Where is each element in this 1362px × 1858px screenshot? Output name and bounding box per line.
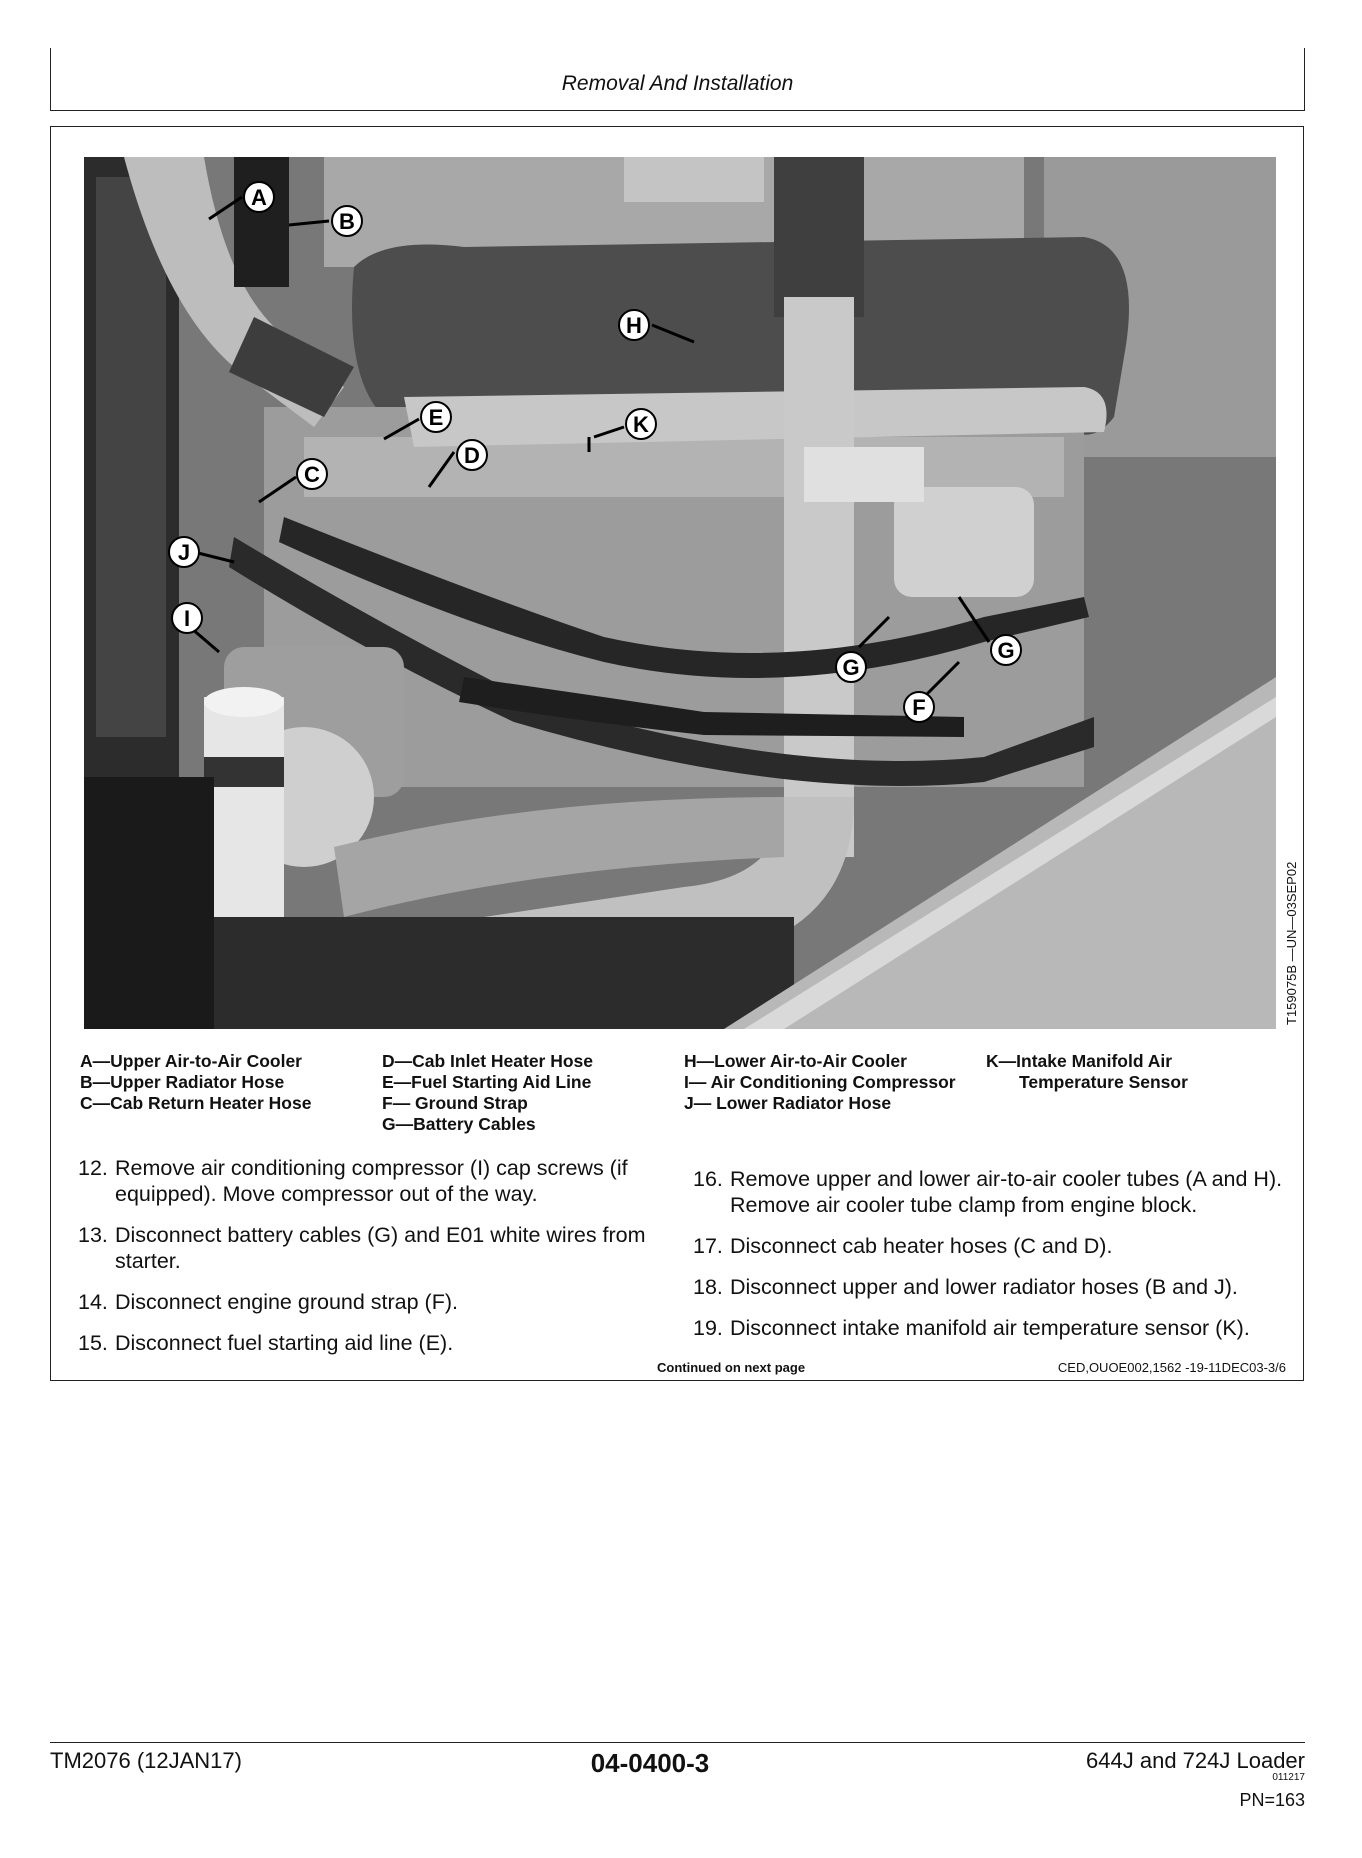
section-title: Removal And Installation	[561, 72, 794, 95]
step-item	[693, 1274, 1293, 1300]
callout-b	[332, 206, 362, 236]
callout-c	[297, 459, 327, 489]
step-item	[78, 1222, 668, 1274]
callout-g-2	[991, 635, 1021, 665]
callout-e	[421, 402, 451, 432]
legend-col-4	[986, 1051, 1188, 1093]
pn-number: PN=163	[1239, 1790, 1305, 1810]
document-code: CED,OUOE002,1562 -19-11DEC03-3/6	[1057, 1360, 1286, 1375]
svg-text:I: I	[183, 606, 191, 631]
step-number: 17.	[693, 1234, 723, 1258]
legend-item: K—Intake Manifold Air	[986, 1051, 1173, 1071]
model-name: 644J and 724J Loader	[1086, 1748, 1305, 1773]
legend-item: D—Cab Inlet Heater Hose	[382, 1051, 594, 1071]
steps-right	[693, 1166, 1293, 1341]
legend-item: B—Upper Radiator Hose	[80, 1072, 285, 1092]
step-number: 18.	[693, 1275, 723, 1299]
step-number: 13.	[78, 1223, 108, 1247]
step-text: Disconnect fuel starting aid line (E).	[115, 1331, 454, 1355]
step-item	[693, 1315, 1293, 1341]
svg-text:G: G	[997, 638, 1015, 663]
manual-number: TM2076 (12JAN17)	[50, 1748, 242, 1773]
svg-text:J: J	[177, 540, 191, 565]
step-text: Disconnect battery cables (G) and E01 white wires from starter.	[115, 1223, 646, 1273]
step-item	[693, 1166, 1293, 1218]
svg-text:H: H	[626, 313, 642, 338]
svg-text:G: G	[842, 655, 860, 680]
step-text: Disconnect engine ground strap (F).	[115, 1290, 458, 1314]
steps-left	[78, 1155, 668, 1356]
svg-text:A: A	[251, 185, 267, 210]
legend-col-3	[684, 1051, 956, 1114]
step-number: 12.	[78, 1156, 108, 1180]
legend-item: G—Battery Cables	[382, 1114, 536, 1134]
legend-item: E—Fuel Starting Aid Line	[382, 1072, 592, 1092]
legend-item: A—Upper Air-to-Air Cooler	[80, 1051, 302, 1071]
page-number: 04-0400-3	[590, 1748, 710, 1778]
step-item	[693, 1233, 1293, 1259]
callout-i	[172, 603, 202, 633]
legend-item: I— Air Conditioning Compressor	[684, 1072, 956, 1092]
step-text: Disconnect cab heater hoses (C and D).	[730, 1234, 1113, 1258]
step-item	[78, 1289, 668, 1315]
footer-rule	[50, 1742, 1305, 1743]
callout-g-1	[836, 652, 866, 682]
step-number: 15.	[78, 1331, 108, 1355]
callout-d	[457, 440, 487, 470]
legend-col-1	[80, 1051, 311, 1114]
step-text: Disconnect intake manifold air temperature sensor (K).	[730, 1316, 1250, 1340]
engine-illustration	[84, 157, 1276, 1029]
step-number: 14.	[78, 1290, 108, 1314]
callout-k	[626, 409, 656, 439]
callout-j	[169, 537, 199, 567]
callout-h	[619, 310, 649, 340]
legend-item: J— Lower Radiator Hose	[684, 1093, 892, 1113]
footer-code: 011217	[1272, 1772, 1305, 1783]
svg-text:B: B	[339, 209, 355, 234]
step-item	[78, 1155, 668, 1207]
legend-item: C—Cab Return Heater Hose	[80, 1093, 312, 1113]
step-number: 19.	[693, 1316, 723, 1340]
callout-f	[904, 692, 934, 722]
figure-id: T159075B —UN—03SEP02	[1284, 861, 1299, 1025]
svg-text:F: F	[912, 695, 926, 720]
engine-photo	[84, 157, 1276, 1029]
step-number: 16.	[693, 1167, 723, 1191]
step-text: Remove upper and lower air-to-air cooler tubes (A and H). Remove air cooler tube clamp from engine block.	[730, 1167, 1283, 1217]
svg-text:C: C	[304, 462, 320, 487]
legend-item: F— Ground Strap	[382, 1093, 528, 1113]
header-bottom-rule	[50, 110, 1305, 111]
svg-text:D: D	[464, 443, 480, 468]
legend-item: Temperature Sensor	[1019, 1072, 1188, 1092]
svg-text:K: K	[633, 412, 649, 437]
step-item	[78, 1330, 668, 1356]
step-text: Remove air conditioning compressor (I) cap screws (if equipped). Move compressor out of the way.	[115, 1156, 628, 1206]
svg-text:E: E	[428, 405, 444, 430]
callout-a	[244, 182, 274, 212]
legend-col-2	[382, 1051, 593, 1135]
step-text: Disconnect upper and lower radiator hoses (B and J).	[730, 1275, 1238, 1299]
continued-note: Continued on next page	[657, 1360, 806, 1375]
legend-item: H—Lower Air-to-Air Cooler	[684, 1051, 907, 1071]
